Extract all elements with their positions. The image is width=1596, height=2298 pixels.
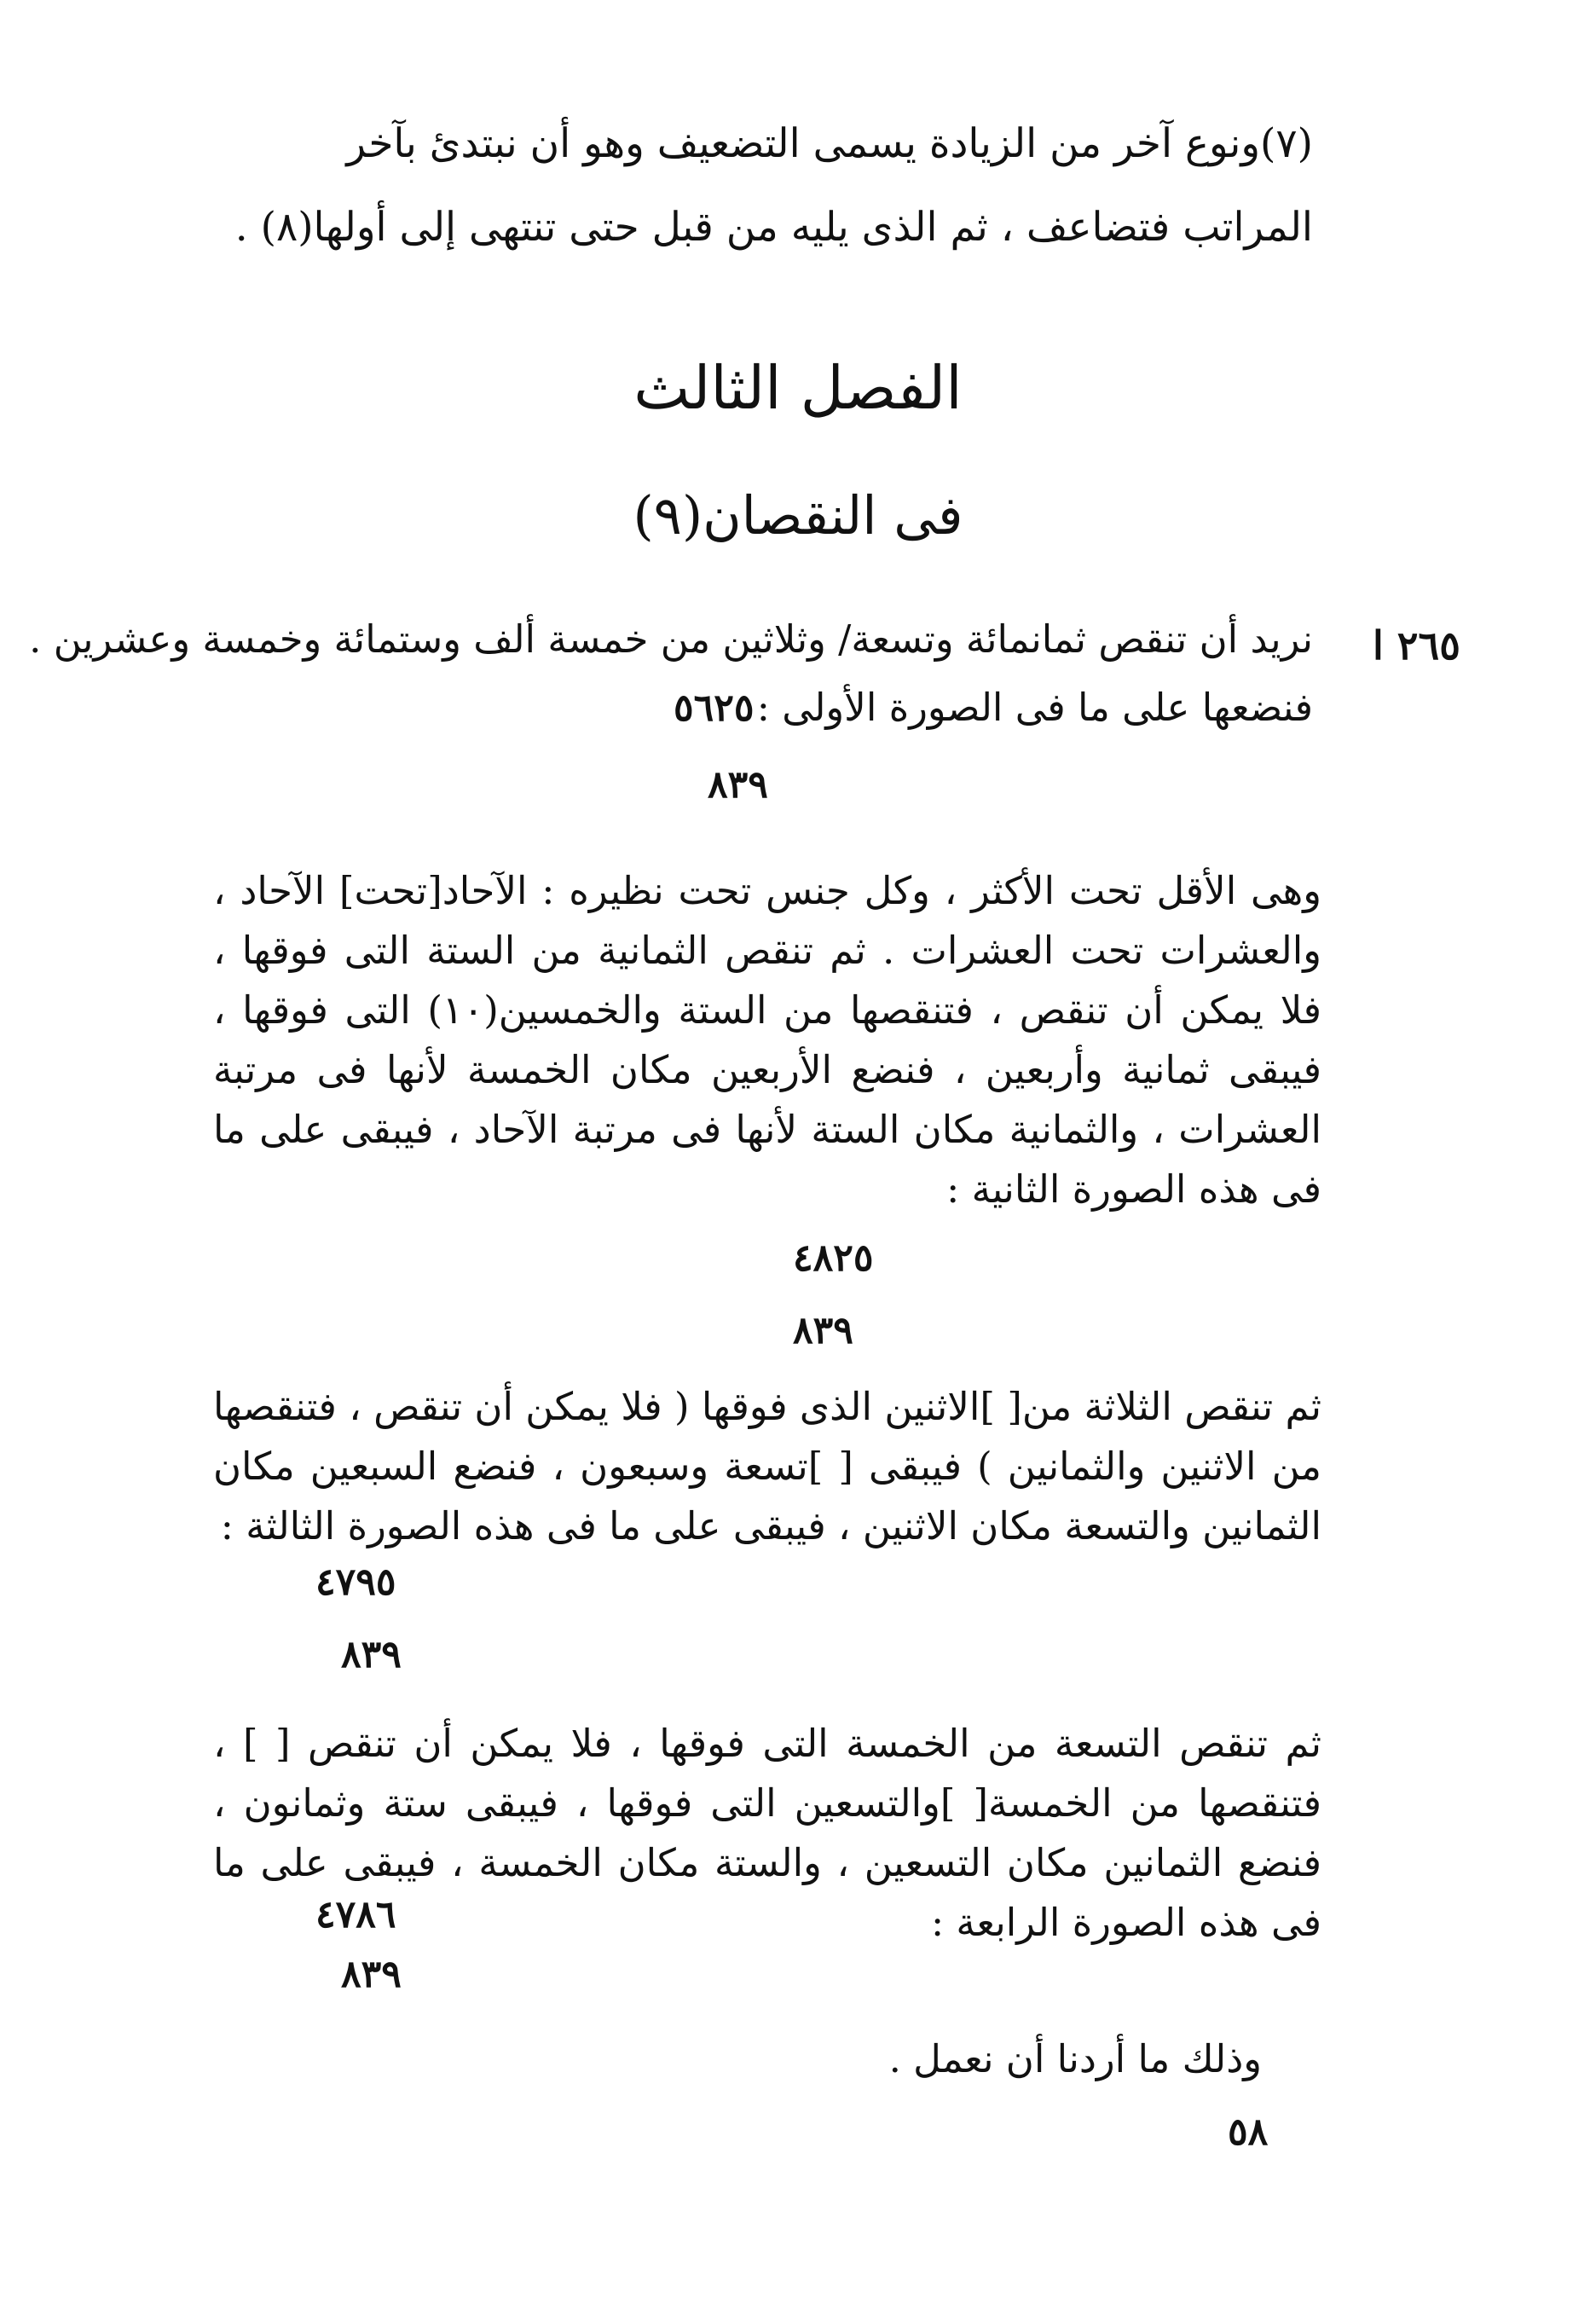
form2-bottom-number: ٨٣٩: [793, 1309, 853, 1352]
form4-bottom-number: ٨٣٩: [341, 1953, 402, 1996]
closing-sentence: وذلك ما أردنا أن نعمل .: [888, 2036, 1262, 2081]
chapter-subtitle: فى النقصان(٩): [633, 484, 963, 547]
form1-bottom-number: ٨٣٩: [708, 763, 768, 807]
chapter-title: الفصل الثالث: [633, 353, 963, 423]
form1-top-number: ٥٦٢٥: [674, 686, 755, 730]
form3-bottom-number: ٨٣٩: [341, 1633, 402, 1676]
explanation-paragraph-3: ثم تنقص الثلاثة من[ ]الاثنين الذى فوقها ( فلا يمكن أن تنقص ، فتنقصها من الاثنين والثمانين ) فيبقى [ ]تسعة وسبعون ، فنضع السبعين مكان الثمانين والتسعة مكان الاثنين ، فيبقى على ما فى هذه الصورة الثالثة :: [213, 1384, 1321, 1548]
explanation-paragraph-2: وهى الأقل تحت الأكثر ، وكل جنس تحت نظيره : الآحاد[تحت] الآحاد ، والعشرات تحت العشرات . ثم تنقص الثمانية من الستة التى فوقها ، فلا يمكن أن تنقص ، فتنقصها من الستة والخمسين(١٠) التى فوقها ، فيبقى ثمانية وأربعين ، فنضع الأربعين مكان الخمسة لأنها فى مرتبة العشرات ، والثمانية مكان الستة لأنها فى مرتبة الآحاد ، فيبقى على ما فى هذه الصورة الثانية :: [213, 868, 1321, 1212]
margin-folio-reference: ٢٦٥ ا: [1373, 622, 1460, 669]
explanation-paragraph-4: ثم تنقص التسعة من الخمسة التى فوقها ، فلا يمكن أن تنقص [ ] ، فتنقصها من الخمسة[ ]والتسعين التى فوقها ، فيبقى ستة وثمانون ، فنضع الثمانين مكان التسعين ، والستة مكان الخمسة ، فيبقى على ما فى هذه الصورة الرابعة :: [213, 1721, 1321, 1945]
problem-statement: نريد أن تنقص ثمانمائة وتسعة/ وثلاثين من خمسة ألف وستمائة وخمسة وعشرين .: [29, 616, 1313, 662]
form1-label: فنضعها على ما فى الصورة الأولى :: [756, 685, 1313, 730]
page-number: ٥٨: [1228, 2110, 1269, 2154]
form2-top-number: ٤٨٢٥: [793, 1236, 874, 1280]
intro-paragraph: (٧)ونوع آخر من الزيادة يسمى التضعيف وهو أن نبتدئ بآخر المراتب فتضاعف ، ثم الذى يليه من قبل حتى تنتهى إلى أولها(٨) .: [234, 120, 1313, 251]
form4-top-number: ٤٧٨٦: [315, 1893, 396, 1936]
form3-top-number: ٤٧٩٥: [315, 1560, 396, 1604]
